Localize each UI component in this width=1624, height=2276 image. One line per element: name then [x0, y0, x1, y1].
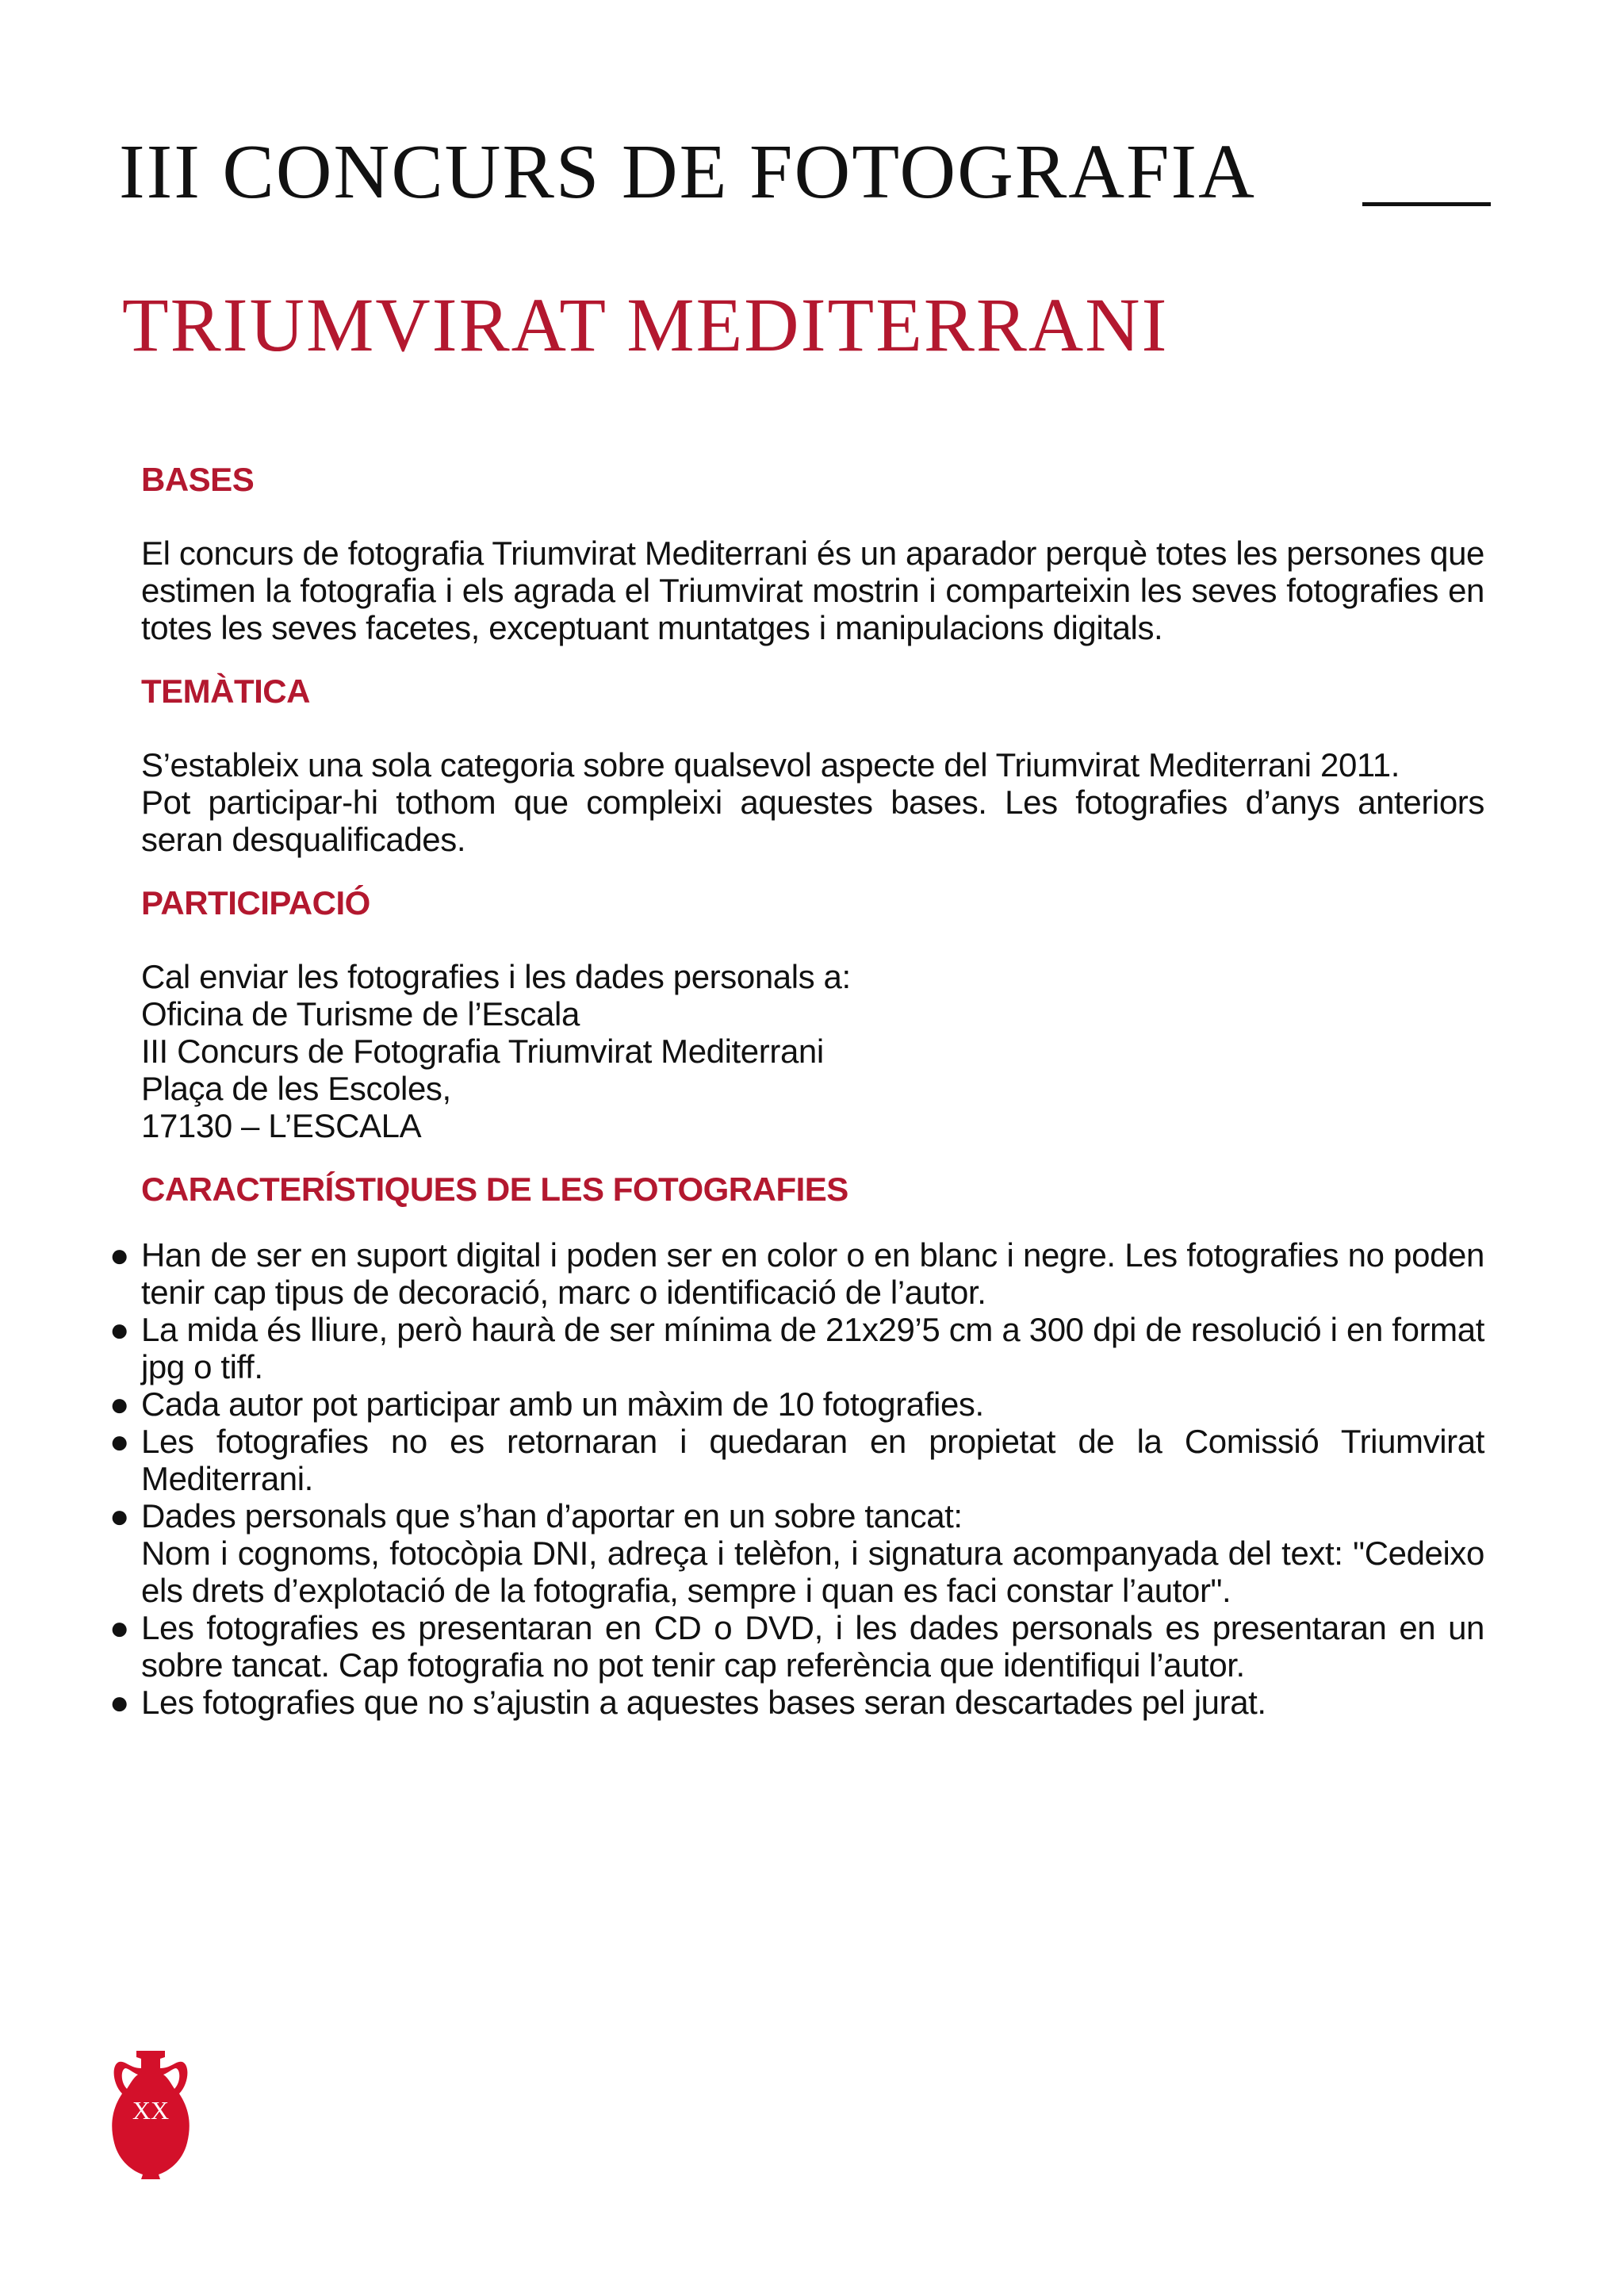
- bullet-icon: ●: [109, 1497, 129, 1535]
- bullet-icon: ●: [109, 1684, 129, 1721]
- list-item-text: Les fotografies que no s’ajustin a aquestes bases seran descartades pel jurat.: [141, 1684, 1266, 1721]
- characteristics-list: [109, 1236, 1484, 1721]
- list-item-text: Les fotografies no es retornaran i quedaran en propietat de la Comissió Triumvirat Mediterrani.: [141, 1423, 1484, 1497]
- section-participacio: [141, 883, 1484, 1144]
- bullet-icon: ●: [109, 1423, 129, 1460]
- bullet-icon: ●: [109, 1311, 129, 1348]
- list-item: [109, 1236, 1484, 1311]
- address-line: III Concurs de Fotografia Triumvirat Mediterrani: [141, 1033, 824, 1070]
- list-item: [109, 1609, 1484, 1684]
- address-line: Oficina de Turisme de l’Escala: [141, 995, 580, 1033]
- title-underline-rule: [1362, 202, 1491, 206]
- bullet-icon: ●: [109, 1385, 129, 1423]
- address-line: Cal enviar les fotografies i les dades personals a:: [141, 958, 851, 995]
- tematica-paragraph-2: Pot participar-hi tothom que compleixi aquestes bases. Les fotografies d’anys anteriors seran desqualificades.: [141, 784, 1484, 858]
- address-line: 17130 – L’ESCALA: [141, 1107, 422, 1144]
- list-item: [109, 1311, 1484, 1385]
- section-heading-tematica: TEMÀTICA: [141, 672, 310, 710]
- list-item-text: Dades personals que s’han d’aportar en un sobre tancat:: [141, 1497, 963, 1535]
- section-tematica: [141, 672, 1484, 858]
- section-heading-participacio: PARTICIPACIÓ: [141, 884, 370, 922]
- list-item-text: Nom i cognoms, fotocòpia DNI, adreça i telèfon, i signatura acompanyada del text: "Cedeixo els drets d’explotació de la fotografia, sempre i quan es faci constar l’autor".: [141, 1535, 1484, 1609]
- list-item-text: Cada autor pot participar amb un màxim de 10 fotografies.: [141, 1385, 984, 1423]
- page-title: III CONCURS DE FOTOGRAFIA: [119, 129, 1256, 215]
- tematica-paragraph-1: S’estableix una sola categoria sobre qualsevol aspecte del Triumvirat Mediterrani 2011.: [141, 746, 1400, 784]
- section-caracteristiques: [109, 1170, 1484, 1721]
- list-item: [109, 1497, 1484, 1609]
- list-item: [109, 1423, 1484, 1497]
- list-item-text: Les fotografies es presentaran en CD o DVD, i les dades personals es presentaran en un sobre tancat. Cap fotografia no pot tenir cap referència que identifiqui l’autor.: [141, 1609, 1484, 1684]
- page-subtitle: TRIUMVIRAT MEDITERRANI: [122, 282, 1169, 367]
- bases-paragraph: El concurs de fotografia Triumvirat Mediterrani és un aparador perquè totes les persones que estimen la fotografia i els agrada el Triumvirat mostrin i comparteixin les seves fotografies en totes les seves facetes, exceptuant muntatges i manipulacions digitals.: [141, 535, 1484, 646]
- list-item-text: Han de ser en suport digital i poden ser en color o en blanc i negre.: [141, 1236, 1116, 1274]
- address-line: Plaça de les Escoles,: [141, 1070, 451, 1107]
- list-item-text: Les fotografies no poden tenir cap tipus de decoració, marc o identificació de l’autor.: [141, 1236, 1484, 1311]
- section-heading-bases: BASES: [141, 461, 255, 498]
- address-block: [141, 958, 1484, 1144]
- list-item: [109, 1684, 1484, 1721]
- list-item-text: La mida és lliure, però haurà de ser mínima de 21x29’5 cm a 300 dpi de resolució i en format jpg o tiff.: [141, 1311, 1484, 1385]
- section-bases: [141, 460, 1484, 646]
- document-body: [109, 460, 1484, 1721]
- bullet-icon: ●: [109, 1609, 129, 1646]
- page-number: XX: [132, 2096, 170, 2125]
- bullet-icon: ●: [109, 1236, 129, 1274]
- list-item: [109, 1385, 1484, 1423]
- section-heading-caracteristiques: CARACTERÍSTIQUES DE LES FOTOGRAFIES: [141, 1171, 848, 1208]
